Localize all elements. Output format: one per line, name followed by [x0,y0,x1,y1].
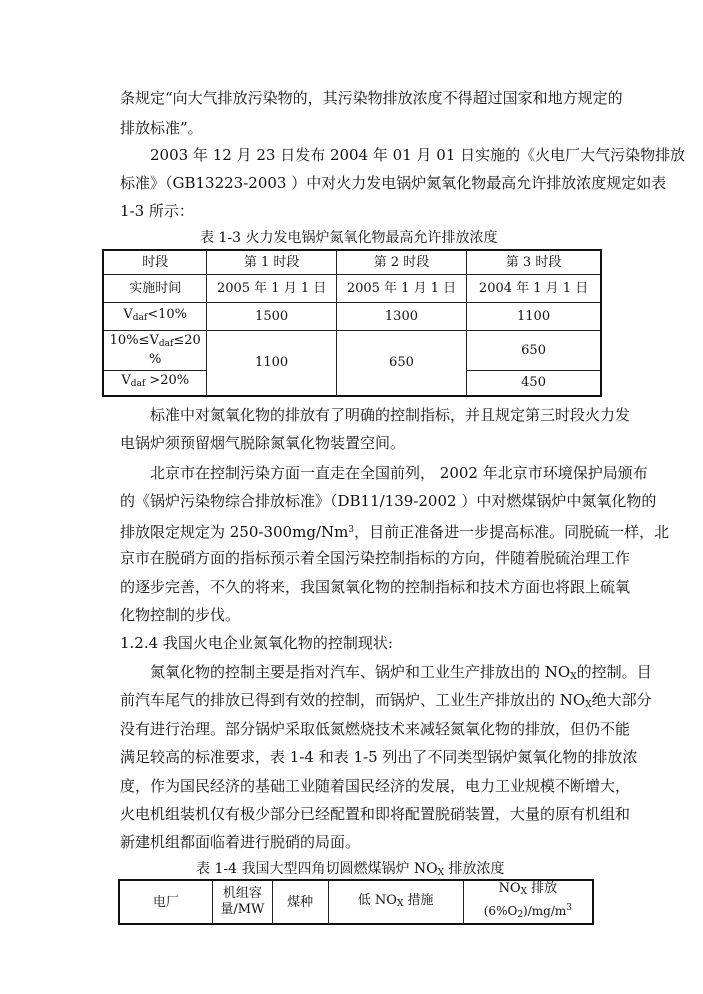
superscript: 3 [348,525,355,535]
para-line: 火电机组装机仅有极少部分已经配置和即将配置脱硝装置，大量的原有机组和 [120,805,631,823]
cell-text: )/mg/m [523,904,567,918]
table-row [103,274,601,302]
table-header-row [119,880,593,924]
subscript: X [570,672,577,682]
subscript: X [396,898,404,909]
para-line: 满足较高的标准要求，表 1-4 和表 1-5 列出了不同类型锅炉氮氧化物的排放浓 [120,748,638,766]
para-line: 新建机组都面临着进行脱硝的局面。 [120,833,361,851]
table-cell [463,880,593,924]
table-cell [103,302,207,330]
para-line: 京市在脱硝方面的指标预示着全国污染控制指标的方向，伴随着脱硫治理工作 [120,549,631,567]
table-header-row [103,250,601,274]
cell-text: 量/MW [220,902,265,917]
table-cell: 2005 年 1 月 1 日 [207,274,336,302]
table-cell: 第 1 时段 [207,250,336,274]
table-1-4 [118,879,594,925]
section-heading: 1.2.4 我国火电企业氮氧化物的控制现状: [120,634,393,652]
table-cell: 450 [467,370,601,396]
table-1-3-caption: 表 1-3 火力发电锅炉氮氧化物最高允许排放浓度 [200,230,498,246]
para-line: 没有进行治理。部分锅炉采取低氮燃烧技术来减轻氮氧化物的排放，但仍不能 [120,720,631,738]
cell-text: % [149,351,162,367]
para-line: 2003 年 12 月 23 日发布 2004 年 01 月 01 日实施的《火电厂大气污染物排放 [150,146,686,164]
cell-text: 机组容 [222,886,262,901]
table-cell: 第 2 时段 [336,250,466,274]
para-line [120,521,669,541]
para-line: 度，作为国民经济的基础工业随着国民经济的发展，电力工业规模不断增大， [120,777,631,795]
para-line: 化物控制的步伐。 [120,606,241,624]
cell-text: (6%O [483,904,518,918]
cell-text: 低 NO [357,892,397,908]
table-cell-merged: 1100 [207,330,336,396]
text-run: 排放限定规定为 250-300mg/Nm [120,523,349,541]
para-line: 标准》（GB13223-2003 ）中对火力发电锅炉氮氧化物最高允许排放浓度规定如表 [120,174,667,192]
text-run: 绝大部分 [591,691,652,709]
table-cell [103,370,207,396]
table-cell: 2004 年 1 月 1 日 [467,274,601,302]
table-cell: 1300 [336,302,466,330]
para-line: 1-3 所示： [120,202,194,220]
table-cell-merged: 650 [336,330,466,396]
table-row [103,330,601,370]
text-run: 氮氧化物的控制主要是指对汽车、锅炉和工业生产排放出的 NO [150,663,571,681]
table-cell: 650 [467,330,601,370]
para-line: 的《锅炉污染物综合排放标准》（DB11/139-2002 ）中对燃煤锅炉中氮氧化物的 [120,492,657,510]
cell-text: 措施 [403,892,434,908]
table-1-3 [102,249,602,397]
cell-text: <10% [147,306,188,322]
subscript: daf [158,338,174,349]
para-line: 的逐步完善，不久的将来，我国氮氧化物的控制指标和技术方面也将跟上硫氧 [120,578,631,596]
subscript: X [520,887,528,897]
table-cell [103,330,207,370]
para-line [120,691,652,714]
subscript: 2 [517,910,524,920]
superscript: 3 [566,903,572,913]
table-cell: 2005 年 1 月 1 日 [336,274,466,302]
subscript: daf [130,379,146,390]
table-cell [212,880,272,924]
cell-text: 排放 [527,881,558,896]
cell-text: V [121,373,131,389]
table-cell: 1500 [207,302,336,330]
table-cell [328,880,463,924]
para-line: 排放标准”。 [120,119,203,137]
text-run: ，目前正准备进一步提高标准。同脱硫一样，北 [354,523,670,541]
table-cell: 电厂 [119,880,212,924]
para-line: 电锅炉须预留烟气脱除氮氧化物装置空间。 [120,434,406,452]
table-cell: 1100 [467,302,601,330]
subscript: daf [132,312,148,323]
para-line: 标准中对氮氧化物的排放有了明确的控制指标，并且规定第三时段火力发 [150,406,631,424]
cell-text: V [123,306,133,322]
caption-text: 表 1-4 我国大型四角切圆燃煤锅炉 NO [196,861,438,877]
cell-text: 10%≤V [109,332,159,348]
text-run: 的控制。目 [576,663,652,681]
cell-text: ≤20 [173,332,201,348]
para-line [150,663,652,686]
text-run: 前汽车尾气的排放已得到有效的控制，而锅炉、工业生产排放出的 NO [120,691,586,709]
table-cell: 时段 [103,250,207,274]
table-cell: 第 3 时段 [467,250,601,274]
table-cell: 实施时间 [103,274,207,302]
subscript: X [437,868,445,878]
table-row [103,302,601,330]
para-line: 条规定“向大气排放污染物的，其污染物排放浓度不得超过国家和地方规定的 [120,89,623,107]
caption-text: 排放浓度 [444,861,505,877]
subscript: X [585,700,592,710]
para-line: 北京市在控制污染方面一直走在全国前列， 2002 年北京市环境保护局颁布 [150,464,648,482]
cell-text: >20% [145,373,190,389]
cell-text: NO [498,881,521,896]
table-cell: 煤种 [272,880,328,924]
